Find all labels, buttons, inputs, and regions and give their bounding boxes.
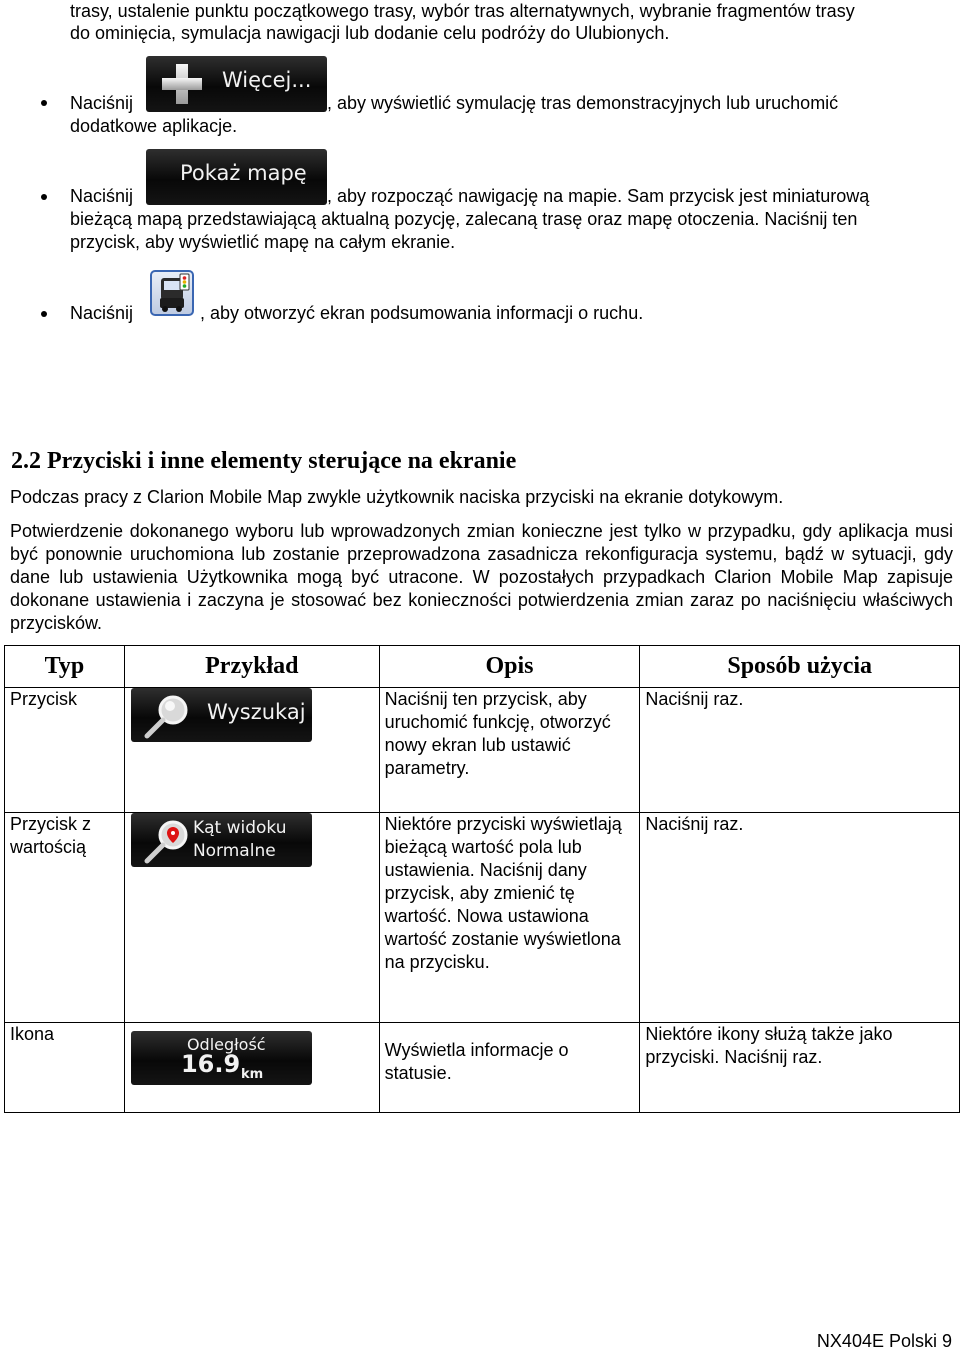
distance-indicator[interactable]	[131, 1031, 312, 1085]
section-para-2: Potwierdzenie dokonanego wyboru lub wprowadzonych zmian konieczne jest tylko w przypadku, gdy aplikacja musi być ponownie uruchomiona lub zostanie przeprowadzona zasadnicza rekonfiguracja systemu, bądź w sytuacji, gdy dane lub ustawienia Użytkownika mogą być utracone. W pozostałych przypadkach Clarion Mobile Map zapisuje dokonane ustawienia i zaczyna je stosować bez konieczności potwierdzenia zmian zaraz po naciśnięciu właściwych przycisków.	[10, 521, 953, 633]
show-map-button-label: Pokaż mapę	[180, 161, 307, 185]
bullet-3-press: Naciśnij	[70, 303, 134, 323]
bullet-1-cont: dodatkowe aplikacje.	[70, 116, 238, 136]
intro-line-1: trasy, ustalenie punktu początkowego trasy, wybór tras alternatywnych, wybranie fragmentów trasy	[70, 1, 855, 21]
magnifier-icon	[141, 692, 193, 740]
row-example	[124, 1023, 379, 1113]
more-button-label: Więcej...	[222, 68, 312, 92]
search-button[interactable]	[131, 688, 312, 742]
view-angle-value: Normalne	[192, 841, 276, 861]
table-row	[5, 1023, 960, 1113]
plus-icon	[162, 64, 202, 104]
table-row	[5, 813, 960, 1023]
bullet-3-text: , aby otworzyć ekran podsumowania informacji o ruchu.	[200, 303, 644, 323]
magnifier-pin-icon	[141, 817, 193, 865]
bullet-1-press: Naciśnij	[70, 93, 134, 113]
header-example: Przykład	[124, 646, 379, 688]
bullet-2-cont-2: przycisk, aby wyświetlić mapę na całym ekranie.	[70, 232, 456, 252]
bullet-2-text: , aby rozpocząć nawigację na mapie. Sam przycisk jest miniaturową	[327, 186, 870, 206]
bullet-2-press: Naciśnij	[70, 186, 134, 206]
row-usage: Naciśnij raz.	[640, 813, 960, 1023]
bullet-dot	[41, 194, 47, 200]
traffic-info-icon[interactable]	[150, 270, 194, 316]
section-para-1: Podczas pracy z Clarion Mobile Map zwykle użytkownik naciska przyciski na ekranie dotykowym.	[10, 487, 784, 507]
header-description: Opis	[379, 646, 640, 688]
bullet-dot	[41, 311, 47, 317]
row-usage: Niektóre ikony służą także jako przyciski. Naciśnij raz.	[640, 1023, 960, 1113]
section-heading: 2.2 Przyciski i inne elementy sterujące na ekranie	[11, 448, 517, 474]
row-example	[124, 688, 379, 813]
bullet-dot	[41, 100, 47, 106]
show-map-button[interactable]	[146, 149, 327, 205]
row-example	[124, 813, 379, 1023]
controls-table	[4, 645, 960, 1113]
header-type: Typ	[5, 646, 125, 688]
table-row	[5, 688, 960, 813]
bullet-2-cont-1: bieżącą mapą przedstawiającą aktualną pozycję, zalecaną trasę oraz mapę otoczenia. Naciśnij ten	[70, 209, 858, 229]
bullet-1-text: , aby wyświetlić symulację tras demonstracyjnych lub uruchomić	[327, 93, 839, 113]
row-description: Niektóre przyciski wyświetlają bieżącą wartość pola lub ustawienia. Naciśnij dany przycisk, aby zmienić tę wartość. Nowa ustawiona wartość zostanie wyświetlona na przycisku.	[379, 813, 640, 1023]
search-button-label: Wyszukaj	[206, 700, 306, 724]
row-description: Naciśnij ten przycisk, aby uruchomić funkcję, otworzyć nowy ekran lub ustawić parametry.	[379, 688, 640, 813]
distance-label: Odległość	[186, 1035, 266, 1054]
distance-unit: km	[240, 1067, 264, 1082]
row-usage: Naciśnij raz.	[640, 688, 960, 813]
distance-value: 16.9	[180, 1050, 241, 1078]
header-usage: Sposób użycia	[640, 646, 960, 688]
page-footer: NX404E Polski 9	[816, 1331, 952, 1351]
view-angle-label: Kąt widoku	[192, 818, 287, 838]
row-type: Ikona	[5, 1023, 125, 1113]
intro-line-2: do ominięcia, symulacja nawigacji lub dodanie celu podróży do Ulubionych.	[70, 23, 670, 43]
row-description: Wyświetla informacje o statusie.	[379, 1023, 640, 1113]
view-angle-button[interactable]	[131, 813, 312, 867]
row-type: Przycisk	[5, 688, 125, 813]
more-button[interactable]	[146, 56, 327, 112]
row-type: Przycisk z wartością	[5, 813, 125, 1023]
